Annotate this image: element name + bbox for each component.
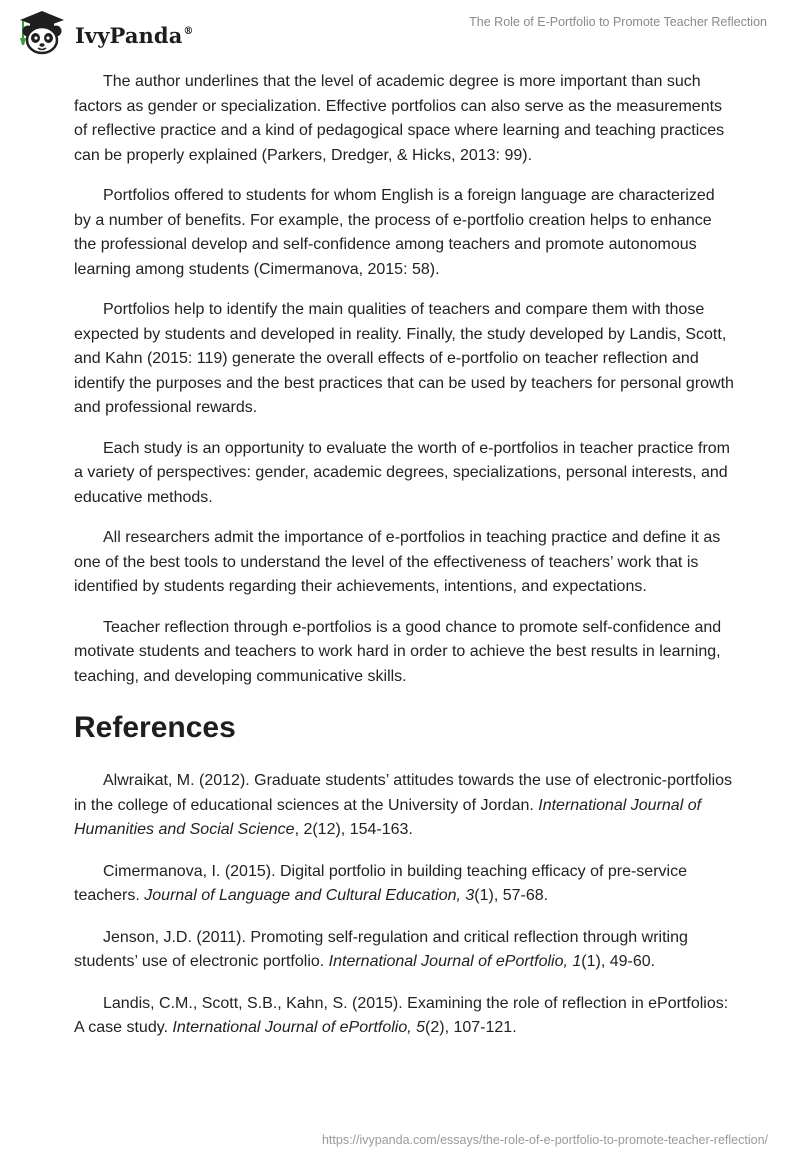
reference-entry-3 [74, 926, 734, 975]
reference-text: Landis, C.M., Scott, S.B., Kahn, S. (2015). Examining the role of reflection in ePortfolios: A case study. [74, 994, 729, 1036]
body-paragraph-6: Teacher reflection through e-portfolios is a good chance to promote self-confidence and motivate students and teachers to work hard in order to achieve the best results in learning, teaching, and developing communicative skills. [74, 618, 722, 685]
references-heading: References [74, 711, 236, 744]
reference-text: Jenson, J.D. (2011). Promoting self-regulation and critical reflection through writing students’ use of electronic portfolio. [74, 928, 688, 970]
reference-journal: Journal of Language and Cultural Education, 3 [144, 887, 475, 904]
brand-logo[interactable] [14, 8, 194, 56]
registered-mark: ® [183, 25, 194, 37]
reference-entry-4 [74, 992, 734, 1041]
brand-name [75, 23, 194, 48]
brand-name-text: IvyPanda [75, 22, 183, 48]
document-title: The Role of E-Portfolio to Promote Teacher Reflection [469, 15, 767, 29]
body-paragraph-1: The author underlines that the level of academic degree is more important than such factors as gender or specialization. Effective portfolios can also serve as the measurements of reflective practice and a kind of pedagogical space where learning and teaching practices can be properly explained (Parkers, Dredger, & Hicks, 2013: 99). [74, 73, 725, 164]
reference-details: (2), 107-121. [425, 1019, 517, 1036]
reference-journal: International Journal of Humanities and Social Science [74, 796, 702, 838]
body-paragraph-2: Portfolios offered to students for whom English is a foreign language are characterized by a number of benefits. For example, the process of e-portfolio creation helps to enhance the professional develop and self-confidence among teachers and promote autonomous learning among students (Cimermanova, 2015: 58). [74, 187, 715, 278]
source-url-link[interactable]: https://ivypanda.com/essays/the-role-of-e-portfolio-to-promote-teacher-reflection/ [321, 1133, 768, 1147]
reference-text: Cimermanova, I. (2015). Digital portfolio in building teaching efficacy of pre-service teachers. [74, 862, 687, 904]
reference-text: Alwraikat, M. (2012). Graduate students’ attitudes towards the use of electronic-portfolios in the college of educational sciences at the University of Jordan. [74, 772, 733, 814]
reference-journal: International Journal of ePortfolio, 1 [328, 953, 582, 970]
essay-content [74, 70, 734, 1058]
reference-journal: International Journal of ePortfolio, 5 [172, 1019, 426, 1036]
reference-entry-2 [74, 860, 734, 909]
reference-details: , 2(12), 154-163. [294, 821, 413, 838]
body-paragraph-4: Each study is an opportunity to evaluate the worth of e-portfolios in teacher practice from a variety of perspectives: gender, academic degrees, specializations, personal interests, and educative methods. [74, 439, 730, 506]
reference-entry-1 [74, 769, 734, 843]
reference-details: (1), 57-68. [474, 887, 549, 904]
body-paragraph-5: All researchers admit the importance of e-portfolios in teaching practice and define it as one of the best tools to understand the level of the effectiveness of teachers’ work that is identified by students regarding their achievements, intentions, and expectations. [74, 529, 721, 595]
reference-details: (1), 49-60. [581, 953, 656, 970]
body-paragraph-3: Portfolios help to identify the main qualities of teachers and compare them with those expected by students and developed in reality. Finally, the study developed by Landis, Scott, and Kahn (2015: 119) generate the overall effects of e-portfolio on teacher reflection and identify the purposes and the best practices that can be used by teachers for personal growth and professional rewards. [74, 301, 734, 416]
panda-graduate-logo-icon [14, 8, 70, 56]
